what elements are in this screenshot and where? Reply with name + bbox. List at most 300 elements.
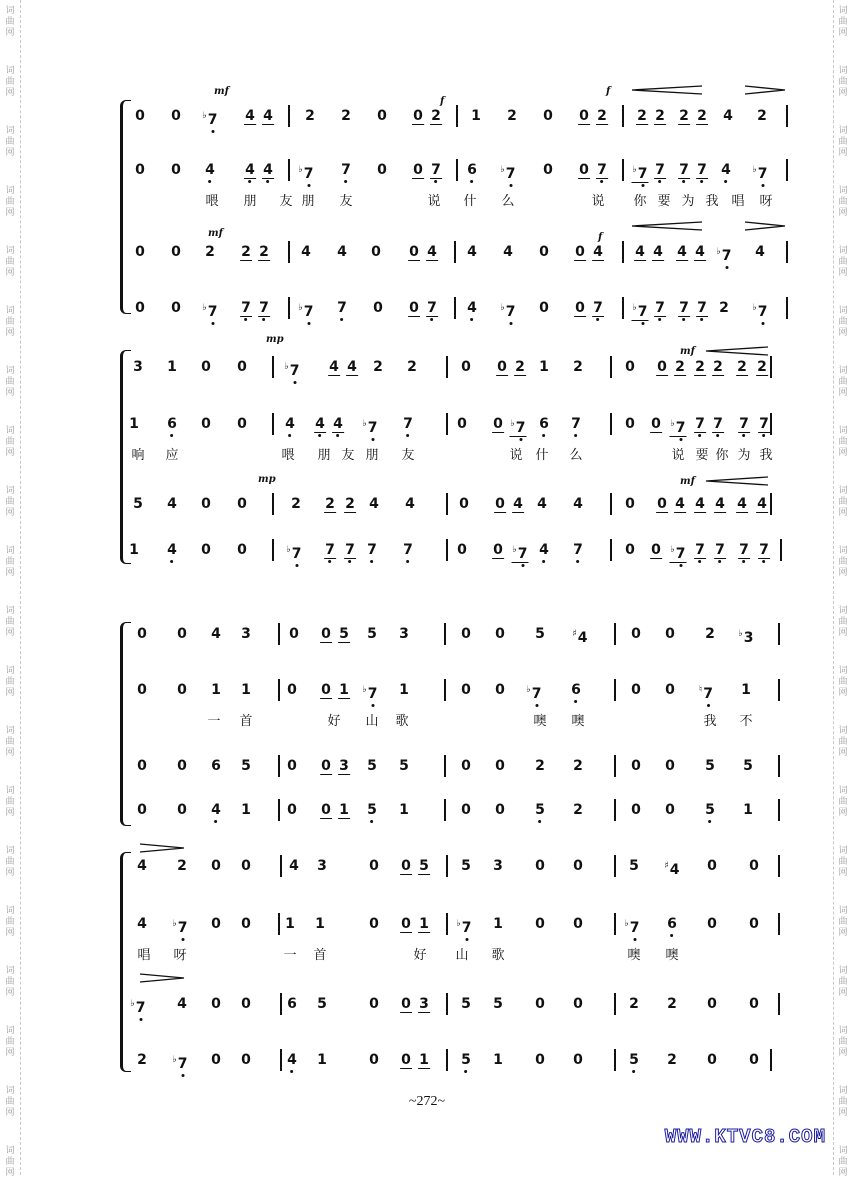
note-digit: 0: [211, 916, 221, 932]
note-digit: 0: [543, 162, 553, 178]
watermark-stamp: [3, 1146, 17, 1179]
note-digit: 7: [739, 416, 749, 432]
note: [457, 542, 467, 558]
note: [705, 802, 715, 818]
note-digit: 2: [259, 244, 269, 260]
note: [211, 996, 221, 1012]
watermark-char: 曲: [5, 197, 15, 207]
lyric-syllable: 朋: [301, 194, 315, 209]
note-digit: 7: [177, 920, 188, 936]
note: [167, 496, 177, 512]
note-digit: 0: [459, 496, 469, 512]
watermark-char: 词: [5, 546, 15, 556]
crescendo-hairpin: [632, 221, 702, 231]
note: [400, 1052, 412, 1069]
note-digit: 7: [303, 304, 314, 320]
note-digit: 0: [535, 1052, 545, 1068]
lyric-syllable: 什: [535, 448, 549, 463]
note: [430, 162, 442, 179]
note: [705, 758, 715, 774]
note-digit: 7: [259, 300, 269, 316]
bar-line: [446, 855, 448, 877]
note-digit: 1: [129, 542, 139, 558]
note: [741, 682, 751, 698]
hairpin-line: [706, 477, 768, 485]
note: [512, 542, 529, 563]
note: [258, 300, 270, 317]
note-digit: 7: [367, 686, 378, 702]
note-digit: 2: [655, 108, 665, 124]
note-digit: 0: [461, 758, 471, 774]
bar-line: [778, 799, 780, 821]
lyric-syllable: 么: [501, 194, 515, 209]
note-digit: 0: [369, 916, 379, 932]
note: [631, 626, 641, 642]
note-digit: 3: [493, 858, 503, 874]
note-digit: 0: [377, 108, 387, 124]
note: [237, 359, 247, 375]
note-digit: 0: [665, 758, 675, 774]
note-digit: 7: [515, 420, 526, 436]
watermark-char: 网: [838, 1168, 848, 1178]
note-digit: 1: [339, 682, 349, 698]
note-digit: 7: [571, 416, 581, 432]
note-digit: 6: [211, 758, 221, 774]
accidental: ♭: [298, 165, 303, 175]
watermark-stamp: [836, 606, 850, 639]
note: [369, 916, 379, 932]
note: [503, 244, 513, 260]
accidental: ♭: [500, 165, 505, 175]
watermark-char: 词: [5, 786, 15, 796]
note-digit: 0: [625, 416, 635, 432]
watermark-char: 曲: [838, 317, 848, 327]
diminuendo-hairpin: [140, 973, 184, 983]
note: [171, 300, 181, 316]
note-digit: 5: [629, 858, 639, 874]
note-digit: 0: [321, 758, 331, 774]
system-1-choir-brace-lower: [120, 350, 131, 564]
note-digit: 4: [467, 244, 477, 260]
note: [573, 916, 583, 932]
note-digit: 0: [369, 858, 379, 874]
watermark-char: 曲: [5, 377, 15, 387]
note: [201, 416, 211, 432]
note-digit: 4: [337, 244, 347, 260]
bar-line: [456, 159, 458, 181]
note-digit: 1: [743, 802, 753, 818]
note: [756, 359, 768, 376]
note: [211, 802, 221, 818]
note-digit: 0: [137, 682, 147, 698]
note-digit: 0: [707, 996, 717, 1012]
bar-line: [280, 855, 282, 877]
note: [258, 244, 270, 261]
crescendo-hairpin: [706, 476, 768, 486]
note: [129, 542, 139, 558]
watermark-char: 词: [5, 1086, 15, 1096]
note-digit: 2: [573, 802, 583, 818]
bar-line: [272, 413, 274, 435]
lyric-syllable: 一: [207, 714, 221, 729]
note-digit: 2: [719, 300, 729, 316]
note-digit: 0: [241, 858, 251, 874]
bar-line: [778, 913, 780, 935]
watermark-char: 曲: [5, 797, 15, 807]
watermark-char: 词: [838, 186, 848, 196]
note-digit: 0: [749, 858, 759, 874]
accidental: ♭: [298, 303, 303, 313]
watermark-char: 曲: [838, 977, 848, 987]
note-digit: 1: [315, 916, 325, 932]
bar-line: [614, 913, 616, 935]
note-digit: 4: [737, 496, 747, 512]
dynamic-mark: mf: [208, 228, 223, 239]
note-digit: 0: [137, 758, 147, 774]
bar-line: [622, 105, 624, 127]
bar-line: [454, 297, 456, 319]
note-digit: 4: [285, 416, 295, 432]
note: [241, 996, 251, 1012]
note: [573, 802, 583, 818]
lyric-syllable: 你: [715, 448, 729, 463]
note-digit: 0: [135, 162, 145, 178]
lyric-syllable: 歌: [395, 714, 409, 729]
note-digit: 0: [573, 1052, 583, 1068]
watermark-stamp: [836, 486, 850, 519]
note-digit: 5: [493, 996, 503, 1012]
dynamic-mark: mf: [680, 346, 695, 357]
note: [738, 542, 750, 559]
note: [743, 758, 753, 774]
note-digit: 4: [427, 244, 437, 260]
note-digit: 4: [205, 162, 215, 178]
note: [241, 858, 251, 874]
note: [211, 916, 221, 932]
note-digit: 4: [723, 108, 733, 124]
watermark-char: 网: [5, 748, 15, 758]
note: [736, 359, 748, 376]
note: [237, 496, 247, 512]
watermark-char: 网: [838, 388, 848, 398]
accidental: ♭: [632, 165, 637, 175]
watermark-stamp: [836, 546, 850, 579]
note-digit: 7: [505, 166, 516, 182]
note-digit: 1: [419, 1052, 429, 1068]
note-digit: 4: [695, 244, 705, 260]
site-logo[interactable]: WWW.KTVC8.COM: [664, 1126, 826, 1148]
watermark-stamp: [3, 6, 17, 39]
watermark-char: 曲: [5, 617, 15, 627]
lyric-syllable: 唱: [731, 194, 745, 209]
lyric-syllable: 喂: [205, 194, 219, 209]
note: [749, 1052, 759, 1068]
note-digit: 2: [705, 626, 715, 642]
watermark-char: 网: [5, 868, 15, 878]
accidental: ♭: [510, 419, 515, 429]
watermark-char: 曲: [5, 437, 15, 447]
note-digit: 0: [707, 858, 717, 874]
note: [632, 300, 649, 321]
note: [592, 244, 604, 261]
note: [674, 359, 686, 376]
note-digit: 0: [177, 802, 187, 818]
note: [467, 162, 477, 178]
watermark-stamp: [836, 306, 850, 339]
note: [696, 108, 708, 125]
note: [369, 996, 379, 1012]
note-digit: 4: [715, 496, 725, 512]
note: [287, 996, 297, 1012]
watermark-stamp: [836, 426, 850, 459]
note-digit: 1: [741, 682, 751, 698]
hairpin-line: [706, 347, 768, 355]
note-digit: 0: [575, 300, 585, 316]
note: [664, 858, 679, 878]
note-digit: 7: [367, 542, 377, 558]
note-digit: 2: [515, 359, 525, 375]
bar-line: [278, 913, 280, 935]
note-digit: 0: [461, 682, 471, 698]
note-digit: 4: [369, 496, 379, 512]
note: [535, 916, 545, 932]
lyric-syllable: 歌: [491, 948, 505, 963]
note-digit: 2: [305, 108, 315, 124]
system-2-choir-brace-lower: [120, 852, 131, 1072]
bar-line: [770, 493, 772, 515]
note-digit: 0: [377, 162, 387, 178]
note-digit: 4: [675, 496, 685, 512]
bar-line: [288, 105, 290, 127]
note-digit: 0: [237, 496, 247, 512]
lyric-syllable: 为: [737, 448, 751, 463]
watermark-stamp: [3, 546, 17, 579]
note: [373, 359, 383, 375]
bar-line: [446, 539, 448, 561]
note-digit: 5: [705, 802, 715, 818]
note: [578, 162, 590, 179]
watermark-char: 词: [838, 1086, 848, 1096]
bar-line: [456, 105, 458, 127]
note: [712, 359, 724, 376]
lyric-syllable: 朋: [317, 448, 331, 463]
note-digit: 7: [403, 542, 413, 558]
note-digit: 1: [241, 802, 251, 818]
note: [346, 359, 358, 376]
note-digit: 7: [303, 166, 314, 182]
accidental: ♭: [738, 629, 743, 639]
note-digit: 0: [287, 758, 297, 774]
note: [369, 1052, 379, 1068]
bar-line: [770, 356, 772, 378]
bar-line: [444, 623, 446, 645]
watermark-char: 词: [838, 846, 848, 856]
note: [328, 359, 340, 376]
note-digit: 5: [339, 626, 349, 642]
accidental: ♭: [172, 1055, 177, 1065]
note-digit: 0: [575, 244, 585, 260]
watermark-stamp: [3, 66, 17, 99]
bar-line: [444, 755, 446, 777]
note-digit: 1: [399, 682, 409, 698]
note: [173, 1052, 188, 1072]
accidental: ♭: [624, 919, 629, 929]
note: [493, 996, 503, 1012]
note-digit: 0: [495, 496, 505, 512]
note-digit: 7: [461, 920, 472, 936]
accidental: ♭: [284, 362, 289, 372]
note-digit: 4: [695, 496, 705, 512]
note-digit: 7: [325, 542, 335, 558]
lyric-syllable: 我: [705, 194, 719, 209]
watermark-char: 曲: [5, 77, 15, 87]
note: [205, 162, 215, 178]
note: [299, 300, 314, 320]
note-digit: 2: [177, 858, 187, 874]
note-digit: 0: [579, 108, 589, 124]
note-digit: 0: [573, 916, 583, 932]
note-digit: 0: [493, 542, 503, 558]
note: [408, 300, 420, 317]
note: [338, 626, 350, 643]
watermark-char: 网: [838, 1048, 848, 1058]
note-digit: 0: [651, 416, 661, 432]
note-digit: 7: [713, 416, 723, 432]
note: [625, 359, 635, 375]
watermark-char: 网: [5, 928, 15, 938]
watermark-char: 词: [838, 906, 848, 916]
note: [405, 496, 415, 512]
note-digit: 0: [413, 162, 423, 178]
page-number: ~272~: [408, 1094, 446, 1109]
note: [173, 916, 188, 936]
note: [678, 162, 690, 179]
hairpin-line: [140, 844, 184, 852]
note: [344, 542, 356, 559]
watermark-stamp: [3, 126, 17, 159]
note-digit: 0: [287, 682, 297, 698]
dynamic-mark: f: [598, 232, 603, 243]
note: [201, 542, 211, 558]
note: [369, 496, 379, 512]
note-digit: 0: [631, 682, 641, 698]
bar-line: [446, 1049, 448, 1071]
note-digit: 7: [759, 542, 769, 558]
note-digit: 4: [721, 162, 731, 178]
watermark-stamp: [3, 846, 17, 879]
note-digit: 7: [655, 300, 665, 316]
watermark-char: 网: [838, 628, 848, 638]
note-digit: 4: [333, 416, 343, 432]
watermark-stamp: [3, 366, 17, 399]
accidental: ♭: [526, 685, 531, 695]
note: [324, 542, 336, 559]
lyric-syllable: 你: [633, 194, 647, 209]
note: [241, 758, 251, 774]
note: [507, 108, 517, 124]
note: [629, 1052, 639, 1068]
note-digit: 2: [597, 108, 607, 124]
note: [344, 496, 356, 513]
watermark-stamp: [3, 246, 17, 279]
note: [493, 858, 503, 874]
note: [177, 858, 187, 874]
note-digit: 0: [373, 300, 383, 316]
watermark-stamp: [836, 246, 850, 279]
lyric-syllable: 不: [739, 714, 753, 729]
watermark-char: 曲: [5, 977, 15, 987]
note-digit: 0: [211, 996, 221, 1012]
note-digit: 0: [287, 802, 297, 818]
note: [287, 802, 297, 818]
note-digit: 2: [535, 758, 545, 774]
note: [694, 496, 706, 513]
note-digit: 0: [535, 858, 545, 874]
bar-line: [280, 993, 282, 1015]
note: [492, 416, 504, 433]
note: [241, 802, 251, 818]
bar-line: [446, 493, 448, 515]
note-digit: 3: [743, 630, 754, 646]
watermark-char: 词: [838, 666, 848, 676]
note: [707, 916, 717, 932]
note-digit: 6: [287, 996, 297, 1012]
note: [320, 802, 332, 819]
bar-line: [770, 413, 772, 435]
note-digit: 0: [457, 542, 467, 558]
note-digit: 7: [695, 416, 705, 432]
note-digit: 0: [409, 300, 419, 316]
note: [314, 416, 326, 433]
note: [571, 682, 581, 698]
note: [461, 682, 471, 698]
note: [543, 108, 553, 124]
note-digit: 0: [461, 359, 471, 375]
watermark-char: 曲: [838, 1037, 848, 1047]
lyric-syllable: 我: [703, 714, 717, 729]
watermark-char: 词: [838, 426, 848, 436]
watermark-char: 网: [5, 808, 15, 818]
note: [418, 996, 430, 1013]
bar-line: [780, 539, 782, 561]
note-digit: 0: [631, 802, 641, 818]
watermark-stamp: [836, 846, 850, 879]
note: [656, 359, 668, 376]
note-digit: 0: [321, 626, 331, 642]
watermark-char: 网: [5, 88, 15, 98]
bar-line: [614, 679, 616, 701]
note-digit: 2: [697, 108, 707, 124]
note-digit: 0: [135, 300, 145, 316]
lyric-syllable: 友: [279, 194, 293, 209]
note-digit: 0: [749, 996, 759, 1012]
note-digit: 4: [329, 359, 339, 375]
note: [696, 162, 708, 179]
watermark-stamp: [3, 726, 17, 759]
note: [177, 802, 187, 818]
note: [137, 626, 147, 642]
note: [625, 496, 635, 512]
note-digit: 0: [631, 626, 641, 642]
dynamic-mark: mf: [214, 86, 229, 97]
note: [461, 758, 471, 774]
accidental: ♯: [572, 629, 577, 639]
note: [625, 542, 635, 558]
note-digit: 2: [241, 244, 251, 260]
watermark-char: 词: [5, 726, 15, 736]
note: [211, 682, 221, 698]
note-digit: 0: [241, 996, 251, 1012]
